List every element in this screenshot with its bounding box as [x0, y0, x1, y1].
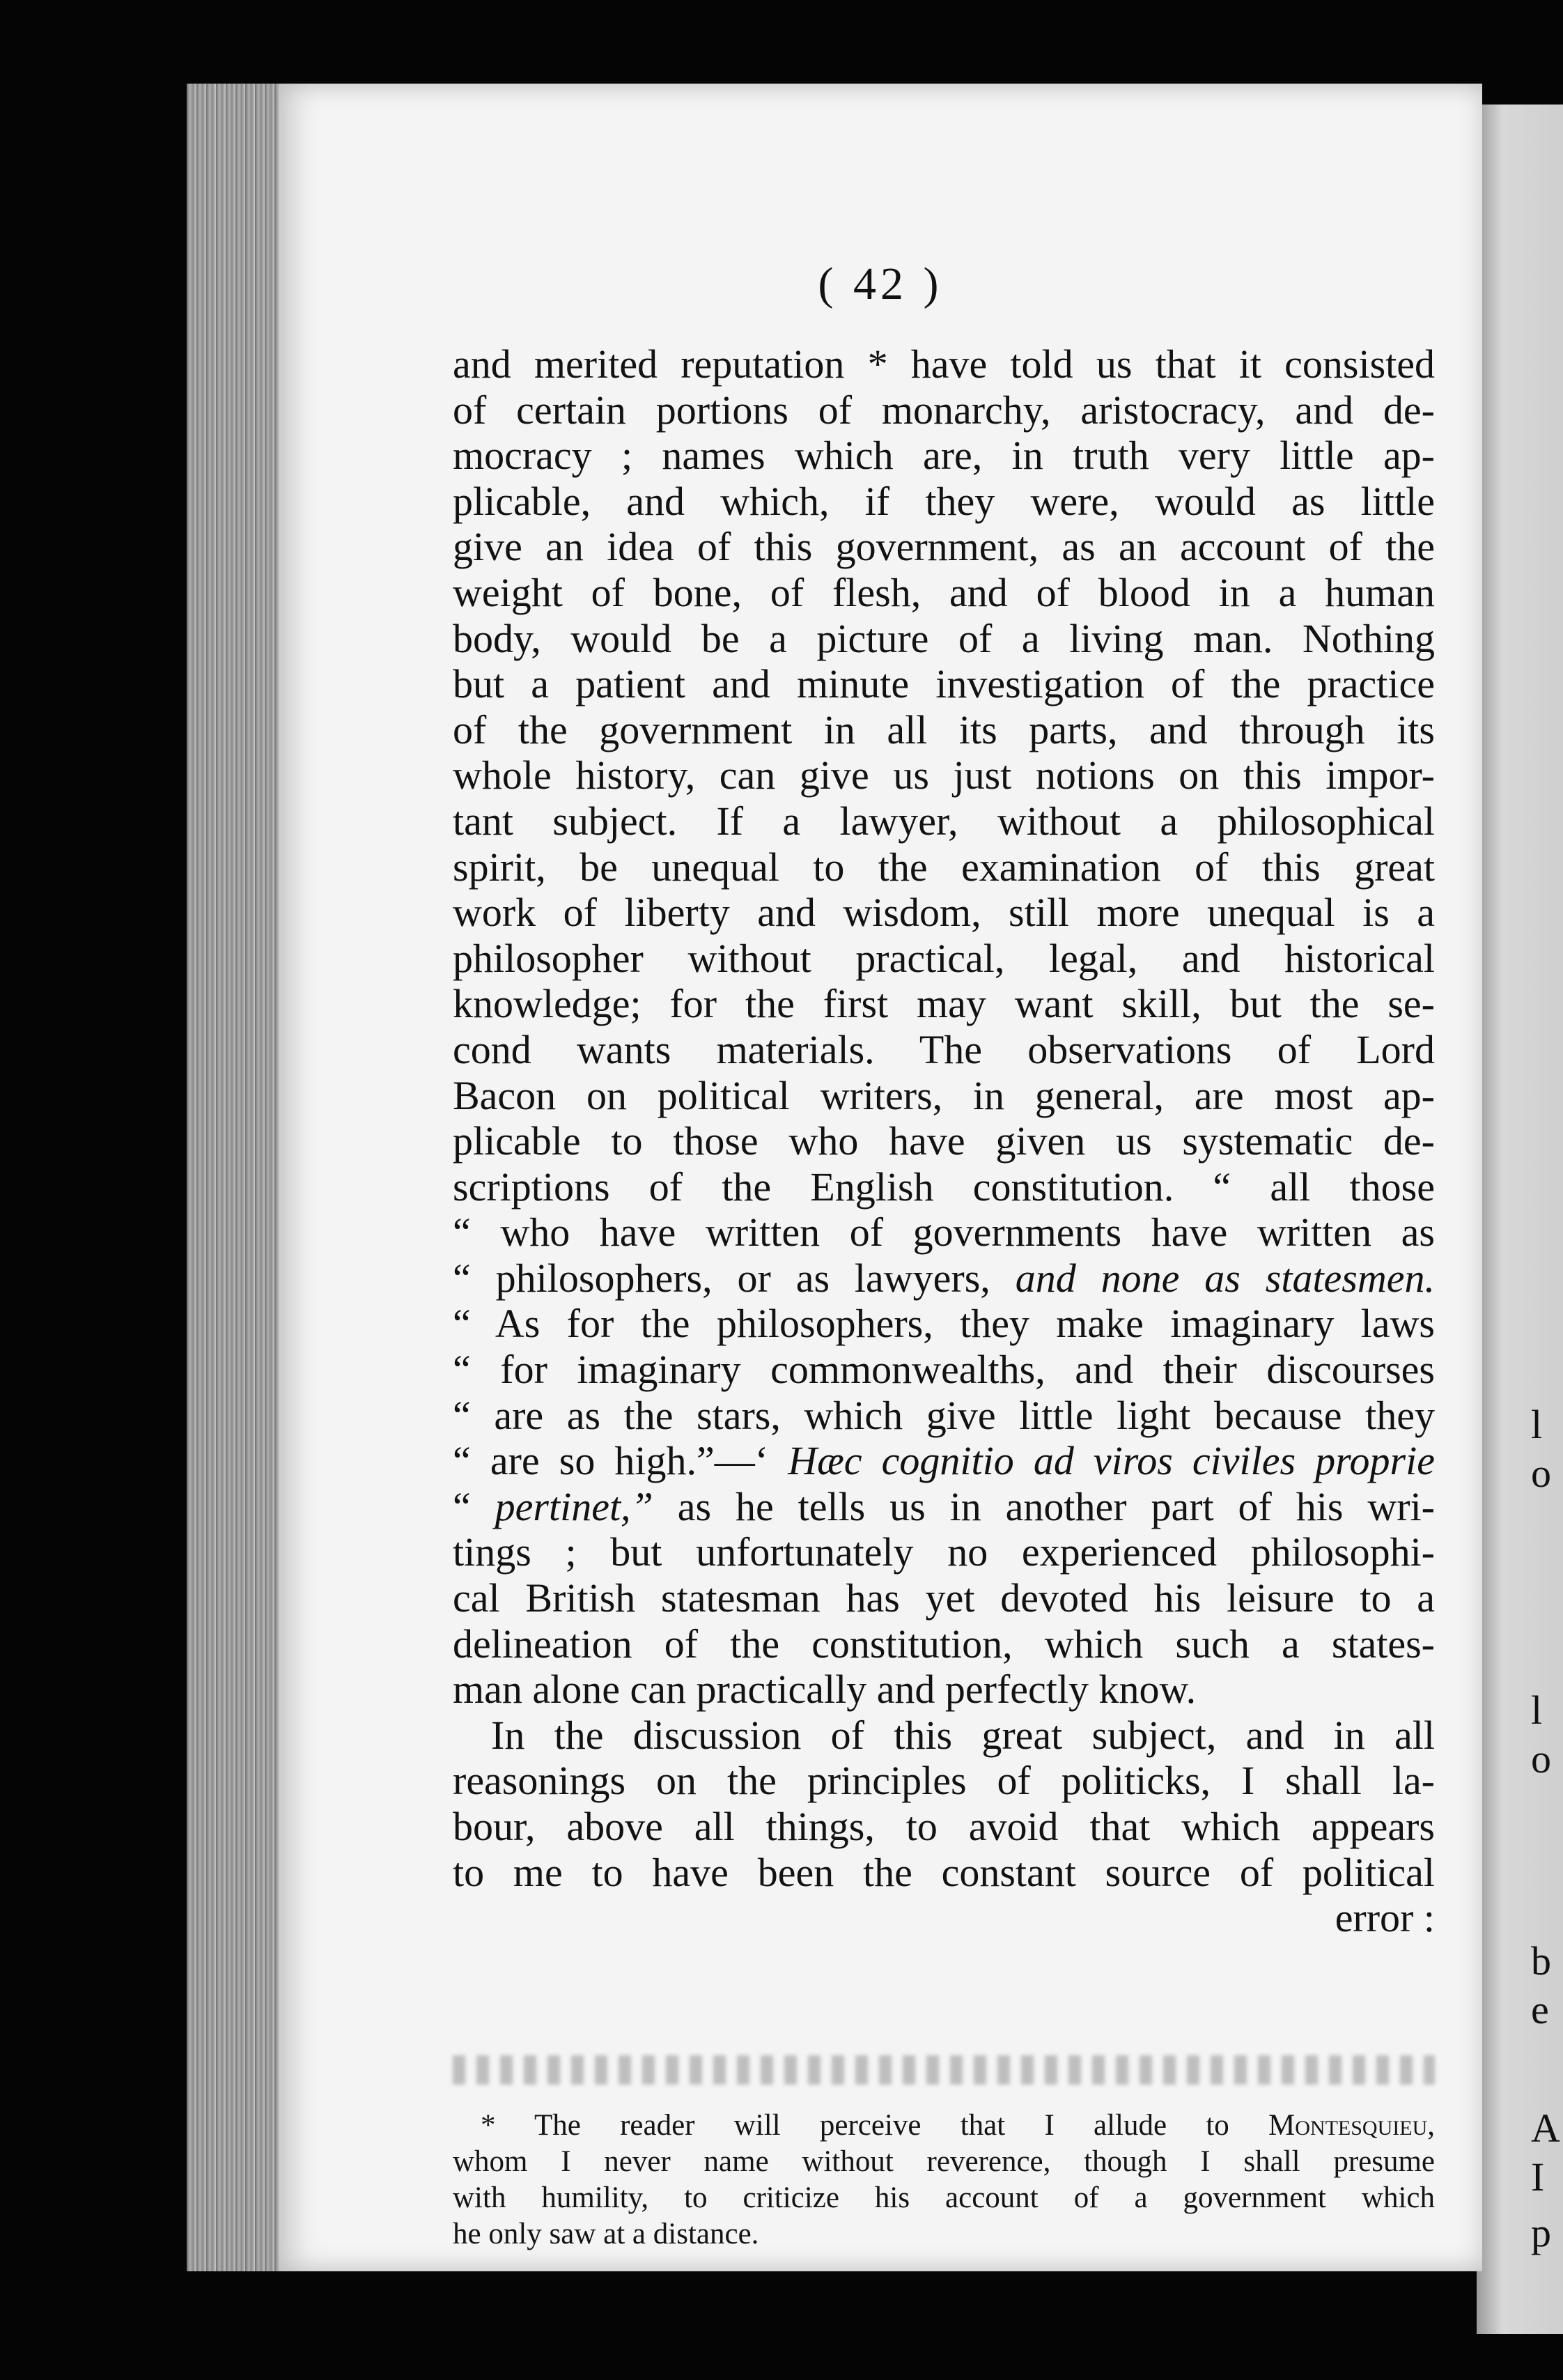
text-line: philosopher without practical, legal, and historical [453, 935, 1435, 981]
text-line: “ As for the philosophers, they make imaginary laws [453, 1301, 1435, 1347]
text-line-with-italic [453, 1255, 1435, 1301]
bleed-through-text [453, 2055, 1435, 2085]
adjacent-page-letter: o [1531, 1736, 1551, 1782]
footnote [453, 2108, 1435, 2252]
text-run: “ philosophers, or as lawyers, [453, 1255, 990, 1301]
latin-quotation: Hæc cognitio ad viros civiles proprie [788, 1438, 1435, 1484]
book-page [279, 84, 1482, 2271]
latin-quotation: pertinet,” [495, 1483, 653, 1529]
text-line: “ for imaginary commonwealths, and their discourses [453, 1347, 1435, 1393]
text-line: of certain portions of monarchy, aristocracy, and de- [453, 387, 1435, 433]
footnote-line: with humility, to criticize his account of a government which [453, 2181, 1435, 2214]
footnote-line [453, 2108, 1435, 2144]
footnote-line: he only saw at a distance. [453, 2218, 759, 2250]
adjacent-page-letter: l [1531, 1402, 1543, 1447]
paragraph-start-line: In the discussion of this great subject, and in all [491, 1712, 1435, 1758]
text-line: work of liberty and wisdom, still more unequal is a [453, 890, 1435, 936]
text-line: mocracy ; names which are, in truth very little ap- [453, 433, 1435, 479]
text-line: plicable to those who have given us systematic de- [453, 1118, 1435, 1164]
italic-phrase: and none as statesmen. [1015, 1255, 1435, 1301]
text-line-with-latin [453, 1438, 1435, 1484]
text-line: to me to have been the constant source of political [453, 1849, 1435, 1895]
catchword: error : [1335, 1895, 1435, 1941]
text-run: “ are so high.”—‘ [453, 1438, 769, 1484]
main-text-block [453, 341, 1435, 1941]
adjacent-page-letter: p [1531, 2210, 1551, 2255]
text-line: weight of bone, of flesh, and of blood in a human [453, 569, 1435, 615]
adjacent-page-letter: o [1531, 1451, 1551, 1496]
text-line: of the government in all its parts, and through its [453, 706, 1435, 752]
text-line: cond wants materials. The observations of Lord [453, 1026, 1435, 1072]
text-line: man alone can practically and perfectly know. [453, 1667, 1197, 1713]
text-line: scriptions of the English constitution. “ all those [453, 1164, 1435, 1210]
text-line: tant subject. If a lawyer, without a philosophical [453, 798, 1435, 844]
footnote-text: * The reader will perceive that I allude to [481, 2109, 1229, 2142]
text-line: cal British statesman has yet devoted his leisure to a [453, 1575, 1435, 1621]
text-run: as he tells us in another part of his wri- [653, 1483, 1435, 1529]
footnote-author-name: Montesquieu, [1268, 2109, 1435, 2142]
adjacent-page-letter: e [1531, 1987, 1549, 2032]
text-line: and merited reputation * have told us that it consisted [453, 341, 1435, 387]
adjacent-page-letter: l [1531, 1687, 1543, 1733]
text-line: but a patient and minute investigation of the practice [453, 661, 1435, 707]
adjacent-page-letter: A [1531, 2105, 1560, 2151]
text-run: “ [453, 1483, 471, 1529]
text-line: body, would be a picture of a living man. Nothing [453, 615, 1435, 661]
adjacent-page-letter: b [1531, 1938, 1551, 1984]
text-line: tings ; but unfortunately no experienced philosophi- [453, 1529, 1435, 1575]
text-line: “ are as the stars, which give little light because they [453, 1392, 1435, 1438]
text-line: give an idea of this government, as an account of the [453, 524, 1435, 570]
page-number: ( 42 ) [818, 258, 943, 309]
footnote-line: whom I never name without reverence, though I shall presume [453, 2145, 1435, 2178]
text-line: delineation of the constitution, which such a states- [453, 1621, 1435, 1667]
book-page-edges [187, 84, 284, 2271]
text-line: bour, above all things, to avoid that which appears [453, 1804, 1435, 1849]
text-line: whole history, can give us just notions on this impor- [453, 752, 1435, 798]
text-line: knowledge; for the first may want skill, but the se- [453, 981, 1435, 1027]
text-line: spirit, be unequal to the examination of this great [453, 844, 1435, 890]
adjacent-page-fragment [1477, 105, 1563, 2334]
text-line: Bacon on political writers, in general, are most ap- [453, 1072, 1435, 1118]
text-line: reasonings on the principles of politicks, I shall la- [453, 1758, 1435, 1804]
adjacent-page-letter: I [1531, 2154, 1545, 2200]
text-line: plicable, and which, if they were, would as little [453, 478, 1435, 524]
text-line-with-latin [453, 1484, 1435, 1530]
text-line: “ who have written of governments have written as [453, 1210, 1435, 1255]
